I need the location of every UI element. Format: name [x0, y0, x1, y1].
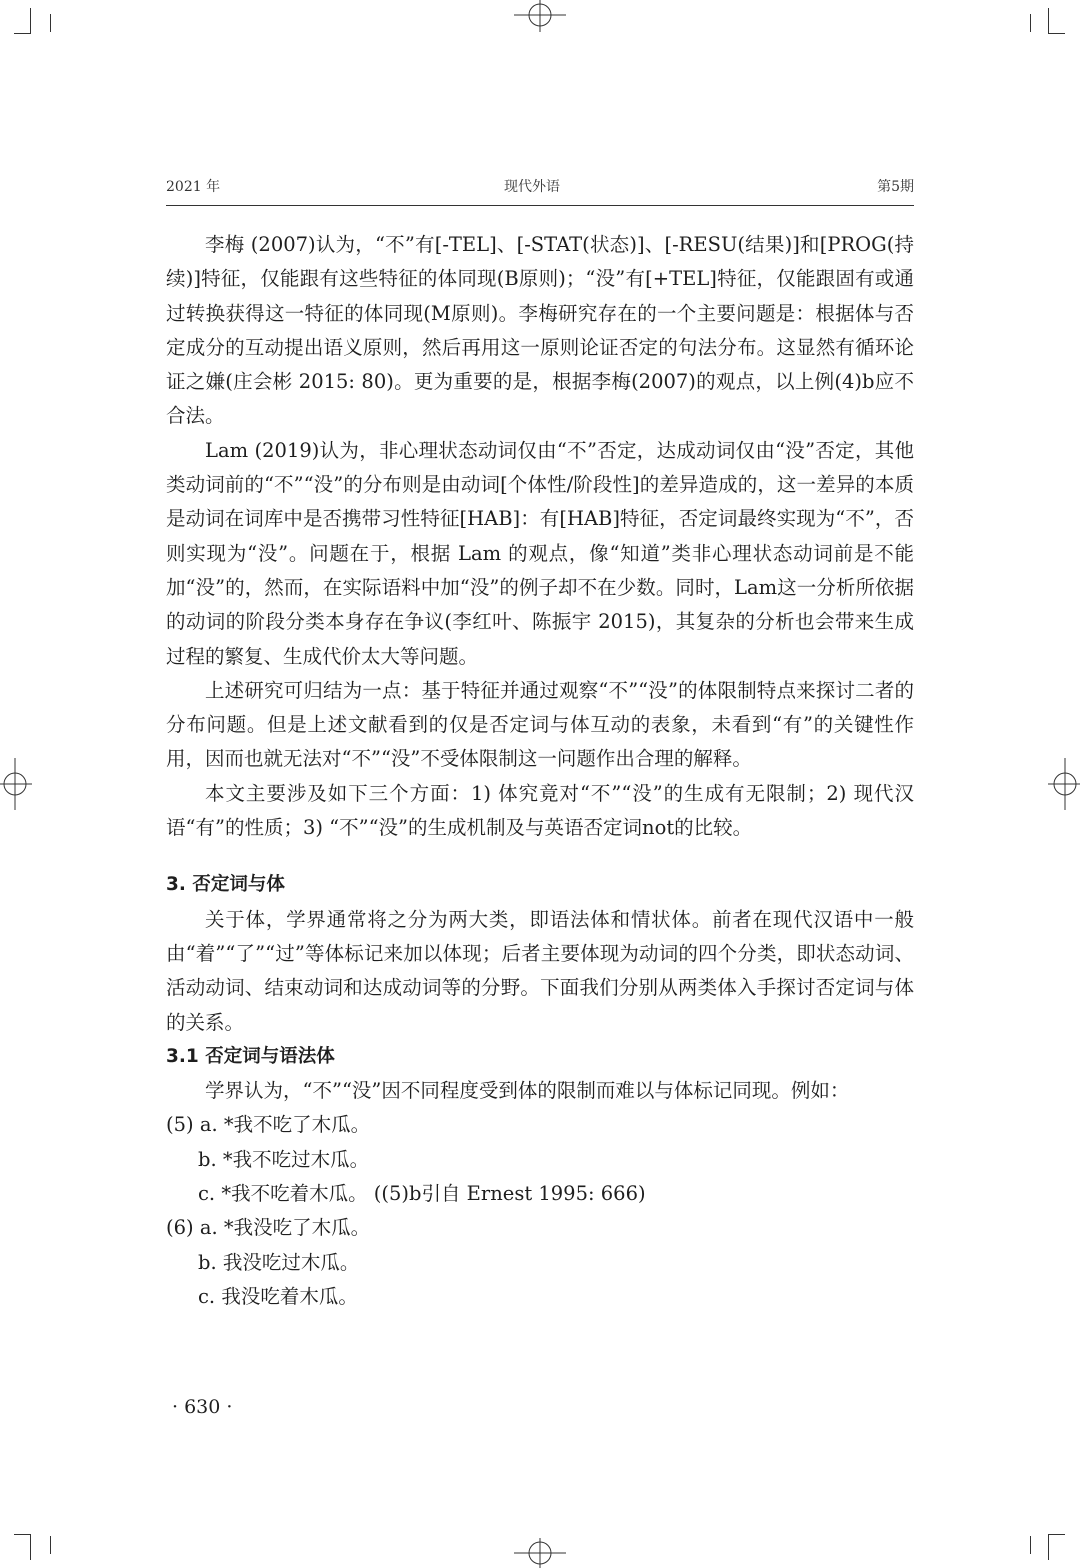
example-6c: c. 我没吃着木瓜。	[198, 1284, 358, 1308]
crop-mark-top-left-v2	[50, 14, 51, 32]
page-number: · 630 ·	[172, 1396, 233, 1418]
paragraph-li-mei: 李梅 (2007)认为，“不”有[-TEL]、[-STAT(状态)]、[-RESU(结果)]和[PROG(持续)]特征，仅能跟有这些特征的体同现(B原则)；“没”有[+TEL]特征，仅能跟固有或通过转换获得这一特征的体同现(M原则)。李梅研究存在的一个主要问题是：根据体与否定成分的互动提出语义原则，然后再用这一原则论证否定的句法分布。这显然有循环论证之嫌(庄会彬 2015: 80)。更为重要的是，根据李梅(2007)的观点，以上例(4)b应不合法。	[166, 233, 914, 428]
header-journal-title: 现代外语	[504, 179, 560, 195]
registration-mark-bottom	[510, 1536, 570, 1568]
example-5b: b. *我不吃过木瓜。	[198, 1147, 370, 1171]
example-6a: (6) a. *我没吃了木瓜。	[166, 1216, 371, 1240]
example-5a: (5) a. *我不吃了木瓜。	[166, 1113, 371, 1137]
crop-mark-bottom-right-h	[1048, 1534, 1065, 1535]
body-text	[166, 228, 914, 1314]
example-6b: b. 我没吃过木瓜。	[198, 1250, 360, 1274]
header-issue: 第5期	[877, 179, 914, 195]
section-gap	[166, 845, 914, 868]
crop-mark-top-left-v	[30, 8, 31, 34]
crop-mark-top-right-v2	[1030, 14, 1031, 32]
crop-mark-top-left-h	[14, 33, 31, 34]
header-year: 2021 年	[166, 179, 221, 195]
crop-mark-bottom-left-v	[30, 1534, 31, 1560]
header-rule	[166, 205, 914, 206]
crop-mark-bottom-right-v2	[1030, 1536, 1031, 1554]
paragraph-scope: 本文主要涉及如下三个方面：1) 体究竟对“不”“没”的生成有无限制；2) 现代汉语“有”的性质；3) “不”“没”的生成机制及与英语否定词not的比较。	[166, 781, 914, 840]
paragraph-aspect: 关于体，学界通常将之分为两大类，即语法体和情状体。前者在现代汉语中一般由“着”“了”“过”等体标记来加以体现；后者主要体现为动词的四个分类，即状态动词、活动动词、结束动词和达成动词等的分野。下面我们分别从两类体入手探讨否定词与体的关系。	[166, 907, 914, 1034]
paragraph-lam: Lam (2019)认为，非心理状态动词仅由“不”否定，达成动词仅由“没”否定，其他类动词前的“不”“没”的分布则是由动词[个体性/阶段性]的差异造成的，这一差异的本质是动词在词库中是否携带习性特征[HAB]：有[HAB]特征，否定词最终实现为“不”，否则实现为“没”。问题在于，根据 Lam 的观点，像“知道”类非心理状态动词前是不能加“没”的，然而，在实际语料中加“没”的例子却不在少数。同时，Lam这一分析所依据的动词的阶段分类本身存在争议(李红叶、陈振宇 2015)，其复杂的分析也会带来生成过程的繁复、生成代价太大等问题。	[166, 438, 914, 668]
paragraph-examples-intro: 学界认为，“不”“没”因不同程度受到体的限制而难以与体标记同现。例如：	[205, 1079, 850, 1103]
example-5c: c. *我不吃着木瓜。 ((5)b引自 Ernest 1995: 666)	[198, 1182, 646, 1206]
crop-mark-bottom-left-h	[14, 1534, 31, 1535]
registration-mark-left	[0, 754, 34, 814]
registration-mark-right	[1046, 754, 1080, 814]
crop-mark-bottom-right-v	[1048, 1534, 1049, 1560]
section-heading-3-1: 3.1 否定词与语法体	[166, 1045, 335, 1067]
crop-mark-bottom-left-v2	[50, 1536, 51, 1554]
crop-mark-top-right-h	[1048, 33, 1065, 34]
registration-mark-top	[510, 0, 570, 34]
crop-mark-top-right-v	[1048, 8, 1049, 34]
paragraph-summary: 上述研究可归结为一点：基于特征并通过观察“不”“没”的体限制特点来探讨二者的分布问题。但是上述文献看到的仅是否定词与体互动的表象，未看到“有”的关键性作用，因而也就无法对“不”“没”不受体限制这一问题作出合理的解释。	[166, 678, 914, 771]
section-heading-3: 3. 否定词与体	[166, 874, 285, 896]
